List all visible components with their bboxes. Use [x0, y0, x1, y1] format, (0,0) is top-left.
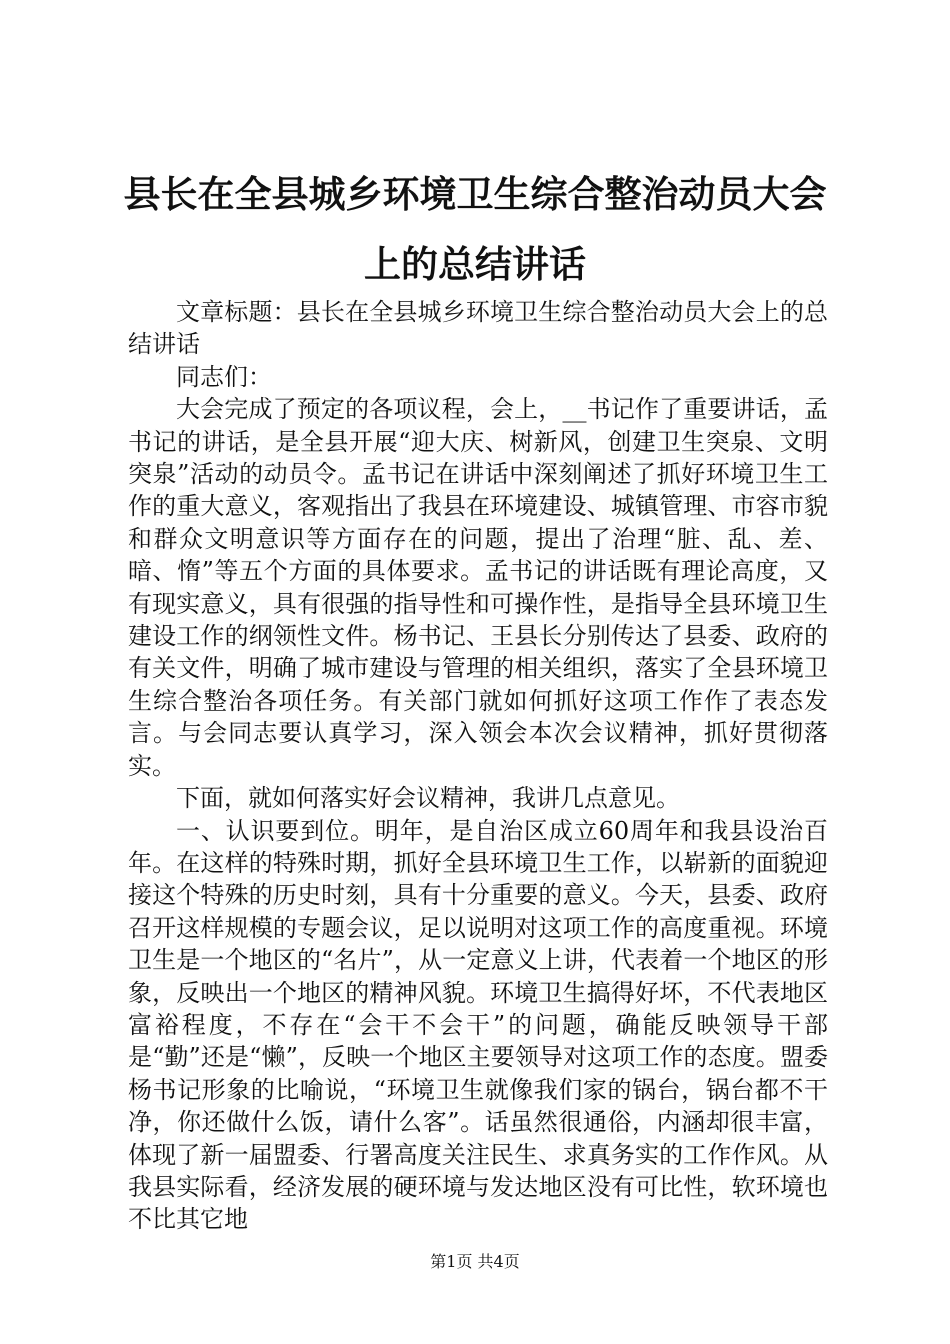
body-paragraph: 下面，就如何落实好会议精神，我讲几点意见。	[176, 784, 680, 813]
salutation: 同志们：	[176, 362, 272, 391]
document-body	[128, 296, 828, 1236]
body-paragraph: 大会完成了预定的各项议程，会上，__书记作了重要讲话，孟书记的讲话，是全县开展“迎大庆、树新风，创建卫生突泉、文明突泉”活动的动员令。孟书记在讲话中深刻阐述了抓好环境卫生工作的重大意义，客观指出了我县在环境建设、城镇管理、市容市貌和群众文明意识等方面存在的问题，提出了治理“脏、乱、差、暗、惰”等五个方面的具体要求。孟书记的讲话既有理论高度，又有现实意义，具有很强的指导性和可操作性，是指导全县环境卫生建设工作的纲领性文件。杨书记、王县长分别传达了县委、政府的有关文件，明确了城市建设与管理的相关组织，落实了全县环境卫生综合整治各项任务。有关部门就如何抓好这项工作作了表态发言。与会同志要认真学习，深入领会本次会议精神，抓好贯彻落实。	[128, 395, 828, 780]
document-title: 县长在全县城乡环境卫生综合整治动员大会上的总结讲话	[123, 173, 827, 286]
article-title-line: 文章标题：县长在全县城乡环境卫生综合整治动员大会上的总结讲话	[128, 298, 828, 359]
page-footer: 第1页 共4页	[430, 1252, 520, 1271]
body-paragraph: 一、认识要到位。明年，是自治区成立60周年和我县设治百年。在这样的特殊时期，抓好全县环境卫生工作，以崭新的面貌迎接这个特殊的历史时刻，具有十分重要的意义。今天，县委、政府召开这样规模的专题会议，足以说明对这项工作的高度重视。环境卫生是一个地区的“名片”，从一定意义上讲，代表着一个地区的形象，反映出一个地区的精神风貌。环境卫生搞得好坏，不代表地区富裕程度，不存在“会干不会干”的问题，确能反映领导干部是“勤”还是“懒”，反映一个地区主要领导对这项工作的态度。盟委杨书记形象的比喻说，“环境卫生就像我们家的锅台，锅台都不干净，你还做什么饭，请什么客”。话虽然很通俗，内涵却很丰富，体现了新一届盟委、行署高度关注民生、求真务实的工作作风。从我县实际看，经济发展的硬环境与发达地区没有可比性，软环境也不比其它地	[128, 816, 828, 1234]
